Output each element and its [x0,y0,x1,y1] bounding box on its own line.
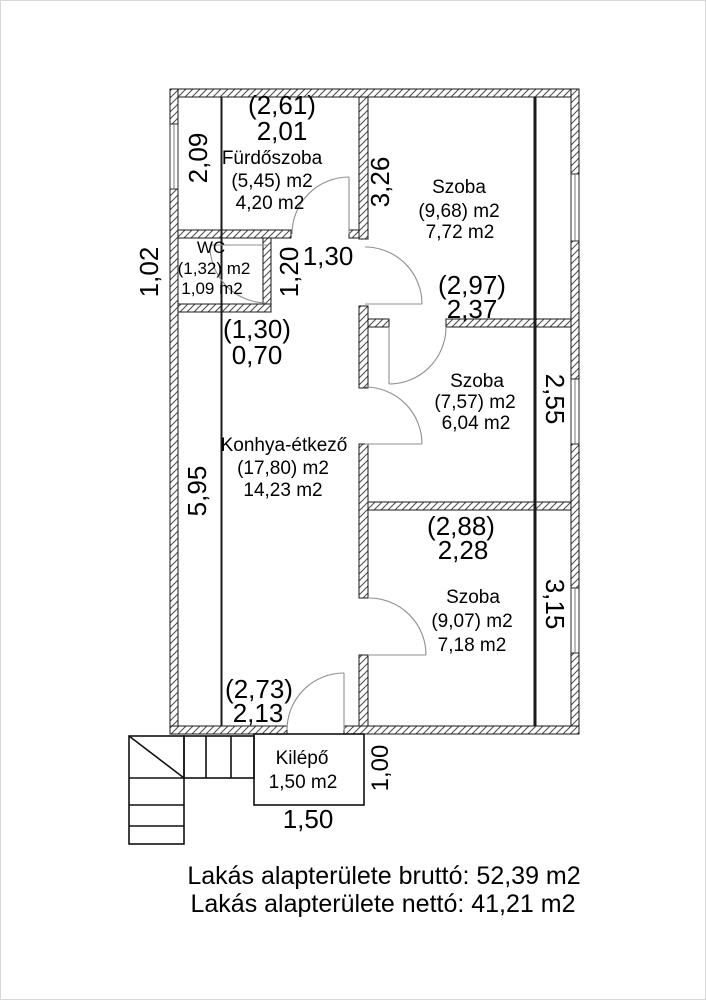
wall-room2-room3 [368,502,571,510]
room-top-area-gross: (9,68) m2 [418,201,500,222]
window-right-middle [571,379,579,444]
room-bottom-dim-width-gross: (2,88) [427,511,495,541]
wc-area-net: 1,09 m2 [181,279,243,298]
room-bottom-dim-width-net: 2,28 [437,535,489,565]
kitchen-dim-bottom-net: 2,13 [232,698,284,728]
bathroom-name: Fürdőszoba [221,148,323,169]
room-top-name: Szoba [432,177,486,198]
bathroom-area-gross: (5,45) m2 [231,171,313,192]
room-top-dim-width-gross: (2,97) [438,270,506,300]
wall-room1-room2-seg1 [368,319,389,327]
door-exit [287,673,344,730]
kilepo-area: 1,50 m2 [268,772,338,793]
stair-direction-line [129,736,184,778]
kilepo-dim-height: 1,00 [367,744,394,792]
window-right-top [571,174,579,241]
wall-top [170,89,579,97]
wall-right-seg4 [571,653,579,734]
window-right-bottom [571,588,579,653]
wall-main-vertical-seg4 [359,655,368,726]
room-bottom-name: Szoba [446,587,500,608]
wall-bottom-seg2 [344,726,579,734]
wc-area-gross: (1,32) m2 [177,259,251,278]
room-middle-dim-height: 2,55 [540,373,570,425]
kitchen-dim-top-net: 0,70 [231,340,283,370]
hall-dim-height: 1,20 [274,246,304,298]
window-left [170,124,178,189]
wall-left-upper [170,89,178,124]
floor-plan [1,1,706,1000]
kitchen-area-net: 14,23 m2 [243,480,323,501]
wc-name: WC [196,238,226,257]
wall-main-vertical-seg2 [359,306,368,388]
room-bottom-area-net: 7,18 m2 [437,635,507,656]
wall-right-seg2 [571,241,579,379]
staircase [129,736,254,844]
summary-gross: Lakás alapterülete bruttó: 52,39 m2 [187,862,581,890]
wall-right-seg3 [571,444,579,588]
door-room-middle [365,387,422,444]
room-top-dim-width-net: 2,37 [446,294,498,324]
summary-net: Lakás alapterülete nettó: 41,21 m2 [190,890,576,918]
kilepo-outline [254,734,364,805]
bathroom-dim-height: 2,09 [183,132,213,184]
room-middle-area-net: 6,04 m2 [441,413,511,434]
kitchen-dim-top-gross: (1,30) [223,314,291,344]
wc-dim-height: 1,02 [134,246,164,298]
room-middle-area-gross: (7,57) m2 [434,392,516,413]
bathroom-dim-width-net: 2,01 [256,116,308,146]
wall-right-seg1 [571,89,579,174]
kilepo-dim-width: 1,50 [282,804,334,834]
room-top-area-net: 7,72 m2 [425,222,495,243]
wall-bathroom-bottom-seg2 [349,230,359,238]
kitchen-dim-height: 5,95 [182,465,212,517]
kitchen-name: Konhya-étkező [220,435,348,456]
wall-wc-bottom [178,304,271,312]
kitchen-area-gross: (17,80) m2 [237,458,329,479]
kitchen-dim-bottom-gross: (2,73) [225,674,293,704]
bathroom-area-net: 4,20 m2 [235,193,305,214]
wall-bathroom-bottom-seg1 [178,230,291,238]
room-bottom-dim-height: 3,15 [540,578,570,630]
door-room1-room2 [389,327,446,384]
kilepo-name: Kilépő [275,748,329,769]
hall-dim-width: 1,30 [302,241,354,271]
wall-main-vertical-seg3 [359,444,368,598]
door-room-top [365,247,422,304]
bathroom-dim-width-gross: (2,61) [248,90,316,120]
room-middle-name: Szoba [450,371,504,392]
wall-wc-right [263,238,271,304]
room-top-dim-height: 3,26 [365,156,395,208]
door-room-bottom [369,598,426,655]
room-bottom-area-gross: (9,07) m2 [431,611,513,632]
